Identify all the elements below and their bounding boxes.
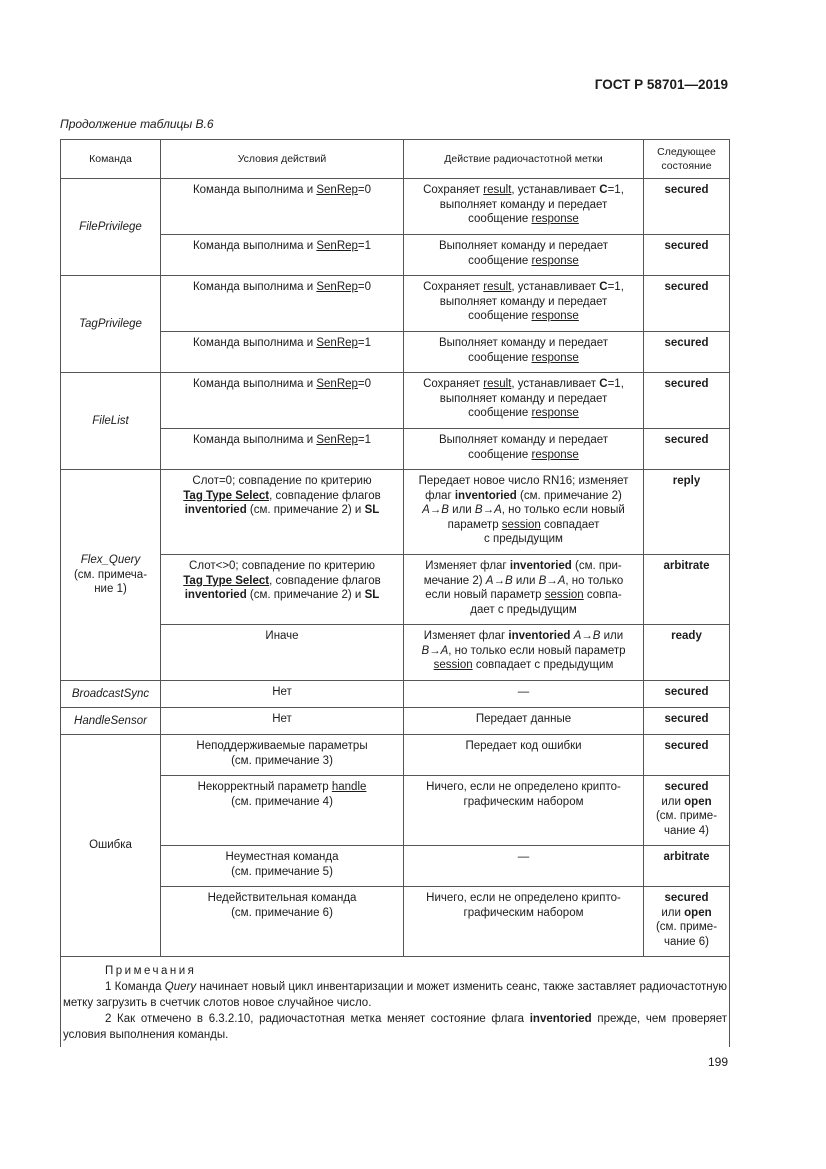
cell-action: — <box>404 681 644 708</box>
cell-action: Выполняет команду и передает сообщение response <box>404 332 644 373</box>
table-row <box>61 555 730 625</box>
cell-condition: Недействительная команда (см. примечание 6) <box>161 887 404 957</box>
col-header-action: Действие радиочастотной метки <box>404 140 644 179</box>
cell-action: Ничего, если не определено крипто- графическим набором <box>404 887 644 957</box>
cell-action: Сохраняет result, устанавливает C=1, выполняет команду и передает сообщение response <box>404 276 644 332</box>
col-header-next-state: Следующее состояние <box>644 140 730 179</box>
cell-action: Передает новое число RN16; изменяет флаг inventoried (см. примечание 2) A→B или B→A, но только если новый параметр session совпадает с предыдущим <box>404 470 644 555</box>
table-row <box>61 235 730 276</box>
cell-next-state: arbitrate <box>644 846 730 887</box>
cell-action: Изменяет флаг inventoried (см. при- мечание 2) A→B или B→A, но только если новый параметр session совпа- дает с предыдущим <box>404 555 644 625</box>
note-2: 2 Как отмечено в 6.3.2.10, радиочастотная метка меняет состояние флага inventoried прежде, чем проверяет условия выполнения команды. <box>63 1013 727 1041</box>
cell-command: TagPrivilege <box>61 276 161 373</box>
cell-command: FileList <box>61 373 161 470</box>
table-header-row <box>61 140 730 179</box>
cell-action: Ничего, если не определено крипто- графическим набором <box>404 776 644 846</box>
cell-condition: Нет <box>161 681 404 708</box>
standard-number: ГОСТ Р 58701—2019 <box>594 77 728 92</box>
cell-command: HandleSensor <box>61 708 161 735</box>
col-header-command: Команда <box>61 140 161 179</box>
cell-next-state: secured <box>644 235 730 276</box>
cell-next-state: secured <box>644 681 730 708</box>
cell-condition: Команда выполнима и SenRep=0 <box>161 373 404 429</box>
table-row <box>61 735 730 776</box>
table-row <box>61 776 730 846</box>
table-row <box>61 179 730 235</box>
cell-action: Сохраняет result, устанавливает C=1, выполняет команду и передает сообщение response <box>404 373 644 429</box>
table-continuation-caption: Продолжение таблицы В.6 <box>60 117 214 131</box>
cell-command: Flex_Query (см. примеча- ние 1) <box>61 470 161 681</box>
table-row <box>61 373 730 429</box>
cell-action: Передает данные <box>404 708 644 735</box>
cell-next-state: arbitrate <box>644 555 730 625</box>
cell-condition: Слот<>0; совпадение по критерию Tag Type Select, совпадение флагов inventoried (см. примечание 2) и SL <box>161 555 404 625</box>
table-row <box>61 708 730 735</box>
cell-action: Изменяет флаг inventoried A→B или B→A, но только если новый параметр session совпадает с предыдущим <box>404 625 644 681</box>
cell-command: BroadcastSync <box>61 681 161 708</box>
table-row <box>61 681 730 708</box>
cell-action: Передает код ошибки <box>404 735 644 776</box>
table-row <box>61 470 730 555</box>
notes-cell <box>61 957 730 1048</box>
cell-next-state: secured <box>644 429 730 470</box>
cell-next-state: secured <box>644 735 730 776</box>
table-row <box>61 625 730 681</box>
cell-command: FilePrivilege <box>61 179 161 276</box>
cell-action: — <box>404 846 644 887</box>
table-row <box>61 332 730 373</box>
cell-condition: Неподдерживаемые параметры (см. примечание 3) <box>161 735 404 776</box>
page-number: 199 <box>707 1055 728 1069</box>
note-1: 1 Команда Query начинает новый цикл инвентаризации и может изменить сеанс, также заставляет радиочастотную метку загрузить в счетчик слотов новое случайное число. <box>63 981 728 1009</box>
notes-row <box>61 957 730 1048</box>
cell-action: Выполняет команду и передает сообщение response <box>404 235 644 276</box>
table-row <box>61 429 730 470</box>
cell-next-state: secured <box>644 708 730 735</box>
cell-condition: Команда выполнима и SenRep=0 <box>161 276 404 332</box>
cell-next-state: secured или open (см. приме- чание 4) <box>644 776 730 846</box>
cell-next-state: secured <box>644 373 730 429</box>
cell-condition: Команда выполнима и SenRep=0 <box>161 179 404 235</box>
cell-condition: Неуместная команда (см. примечание 5) <box>161 846 404 887</box>
cell-action: Сохраняет result, устанавливает C=1, выполняет команду и передает сообщение response <box>404 179 644 235</box>
cell-next-state: secured или open (см. приме- чание 6) <box>644 887 730 957</box>
cell-next-state: ready <box>644 625 730 681</box>
col-header-conditions: Условия действий <box>161 140 404 179</box>
cell-next-state: secured <box>644 332 730 373</box>
cell-next-state: secured <box>644 276 730 332</box>
table-row <box>61 276 730 332</box>
table-row <box>61 846 730 887</box>
cell-condition: Некорректный параметр handle (см. примечание 4) <box>161 776 404 846</box>
cell-condition: Слот=0; совпадение по критерию Tag Type Select, совпадение флагов inventoried (см. примечание 2) и SL <box>161 470 404 555</box>
cell-command: Ошибка <box>61 735 161 957</box>
notes-title: Примечания <box>105 965 197 977</box>
cell-next-state: secured <box>644 179 730 235</box>
cell-condition: Команда выполнима и SenRep=1 <box>161 332 404 373</box>
cell-condition: Иначе <box>161 625 404 681</box>
table-row <box>61 887 730 957</box>
cell-condition: Команда выполнима и SenRep=1 <box>161 235 404 276</box>
cell-next-state: reply <box>644 470 730 555</box>
cell-condition: Нет <box>161 708 404 735</box>
cell-condition: Команда выполнима и SenRep=1 <box>161 429 404 470</box>
cell-action: Выполняет команду и передает сообщение response <box>404 429 644 470</box>
table-b6 <box>60 139 729 1047</box>
